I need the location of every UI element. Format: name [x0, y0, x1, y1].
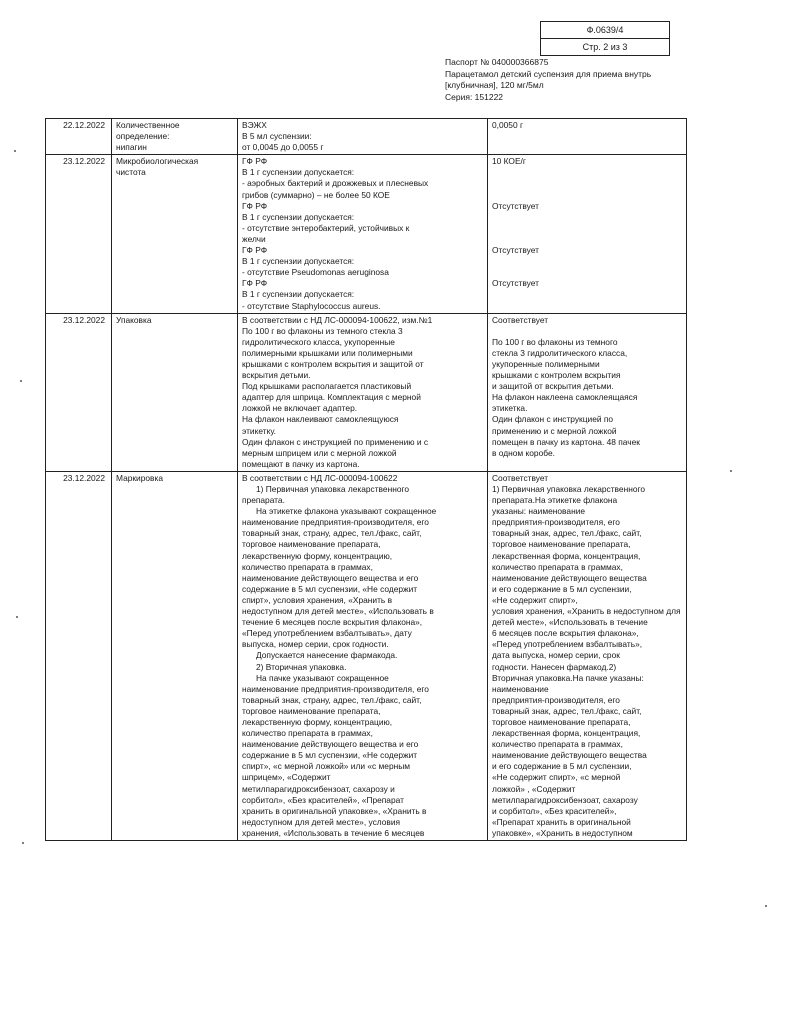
- scan-speck: [14, 150, 16, 152]
- cell-line: ГФ РФ: [242, 278, 268, 289]
- cell-line: наименование действующего вещества: [492, 572, 647, 583]
- cell-line: - отсутствие Pseudomonas aeruginosa: [242, 267, 389, 278]
- cell-line: 6 месяцев после вскрытия флакона»,: [492, 628, 639, 639]
- cell-line: «Препарат хранить в оригинальной: [492, 816, 631, 827]
- cell-line: Отсутствует: [492, 200, 539, 211]
- scan-speck: [16, 616, 18, 618]
- cell-line: На этикетке флакона указывают сокращенное: [256, 506, 437, 517]
- cell-line: ГФ РФ: [242, 200, 268, 211]
- cell-line: ВЭЖХ: [242, 120, 267, 130]
- cell-line: Отсутствует: [492, 245, 539, 256]
- cell-line: «Не содержит спирт», «с мерной: [492, 772, 621, 783]
- cell-line: «Не содержит спирт»,: [492, 594, 578, 605]
- cell-line: На флакон наклеена самоклеящаяся: [492, 392, 638, 403]
- row-date: 23.12.2022: [46, 155, 112, 313]
- cell-line: 10 КОЕ/г: [492, 156, 526, 167]
- cell-line: и защитой от вскрытия детьми.: [492, 381, 614, 392]
- cell-line: наименование предприятия-производителя, его: [242, 517, 429, 528]
- cell-line: стекла 3 гидролитического класса,: [492, 347, 628, 358]
- cell-line: «Перед употреблением взбалтывать»,: [492, 639, 643, 650]
- cell-line: 1) Первичная упаковка лекарственного: [256, 484, 410, 494]
- cell-line: препарата.: [242, 495, 285, 506]
- cell-line: В 1 г суспензии допускается:: [242, 256, 355, 267]
- cell-line: «Перед употреблением взбалтывать», дату: [242, 628, 412, 639]
- cell-line: лекарственную форму, концентрацию,: [242, 716, 393, 727]
- cell-line: нипагин: [116, 142, 147, 153]
- cell-line: По 100 г во флаконы из темного: [492, 336, 618, 347]
- row-date: 23.12.2022: [46, 471, 112, 840]
- cell-line: Один флакон с инструкцией по: [492, 414, 614, 425]
- cell-line: хранения, «Использовать в течение 6 месяцев: [242, 827, 425, 838]
- cell-line: В соответствии с НД ЛС-000094-100622, изм.№1: [242, 314, 433, 325]
- cell-line: 2) Вторичная упаковка.: [256, 661, 347, 672]
- cell-line: Один флакон с инструкцией по применению и с: [242, 436, 429, 447]
- cell-line: Соответствует: [492, 314, 549, 325]
- scan-speck: [765, 905, 767, 907]
- cell-line: количество препарата в граммах,: [492, 739, 623, 750]
- cell-line: детей месте», «Использовать в течение: [492, 617, 648, 628]
- cell-line: товарный знак, страну, адрес, тел./факс, сайт,: [242, 694, 422, 705]
- cell-line: от 0,0045 до 0,0055 г: [242, 142, 324, 153]
- cell-line: наименование действующего вещества и его: [242, 572, 419, 583]
- cell-line: - отсутствие энтеробактерий, устойчивых к: [242, 222, 410, 233]
- cell-line: Упаковка: [116, 314, 152, 325]
- cell-line: На пачке указывают сокращенное: [256, 672, 389, 683]
- page-number: Стр. 2 из 3: [541, 38, 669, 55]
- row-result: [488, 471, 687, 840]
- cell-line: условия хранения, «Хранить в недоступном для: [492, 606, 681, 617]
- cell-line: Соответствует: [492, 472, 549, 483]
- cell-line: количество препарата в граммах,: [492, 561, 623, 572]
- cell-line: Допускается нанесение фармакода.: [256, 650, 398, 661]
- cell-line: В 1 г суспензии допускается:: [242, 167, 355, 178]
- cell-line: и сорбитол», «Без красителей»,: [492, 805, 617, 816]
- cell-line: помещают в пачку из картона.: [242, 458, 360, 469]
- cell-line: годности. Нанесен фармакод.2): [492, 661, 617, 672]
- cell-line: - аэробных бактерий и дрожжевых и плесневых: [242, 178, 429, 189]
- cell-line: торговое наименование препарата,: [242, 705, 381, 716]
- cell-line: ложкой не включает адаптер.: [242, 403, 358, 414]
- cell-line: укупоренные полимерными: [492, 358, 600, 369]
- row-result: [488, 313, 687, 471]
- quality-table: [45, 118, 687, 841]
- product-dosage: [клубничная], 120 мг/5мл: [445, 80, 544, 90]
- cell-line: Вторичная упаковка.На пачке указаны:: [492, 672, 644, 683]
- cell-line: В 1 г суспензии допускается:: [242, 211, 355, 222]
- cell-line: чистота: [116, 167, 146, 178]
- cell-line: помещен в пачку из картона. 48 пачек: [492, 436, 640, 447]
- cell-line: 0,0050 г: [492, 120, 523, 130]
- cell-line: количество препарата в граммах,: [242, 561, 373, 572]
- row-parameter: [112, 313, 238, 471]
- cell-line: мерным шприцем или с мерной ложкой: [242, 447, 397, 458]
- cell-line: сорбитол», «Без красителей», «Препарат: [242, 794, 404, 805]
- batch-series: Серия: 151222: [445, 91, 504, 102]
- cell-line: товарный знак, адрес, тел./факс, сайт,: [492, 705, 642, 716]
- cell-line: На флакон наклеивают самоклеящуюся: [242, 414, 399, 425]
- cell-line: В соответствии с НД ЛС-000094-100622: [242, 472, 398, 483]
- row-requirement: [238, 471, 488, 840]
- cell-line: недоступном для детей месте», «Использовать в: [242, 606, 434, 617]
- row-requirement: [238, 313, 488, 471]
- cell-line: полимерными крышками или полимерными: [242, 347, 413, 358]
- passport-number: Паспорт № 040000366875: [445, 57, 549, 67]
- cell-line: в одном коробе.: [492, 447, 555, 458]
- cell-line: Маркировка: [116, 472, 163, 483]
- cell-line: спирт», «с мерной ложкой» или «с мерным: [242, 761, 410, 772]
- cell-line: содержание в 5 мл суспензии, «Не содержит: [242, 583, 418, 594]
- cell-line: Количественное: [116, 120, 180, 130]
- cell-line: наименование действующего вещества и его: [242, 739, 419, 750]
- passport-info: [445, 57, 651, 103]
- row-result: [488, 119, 687, 155]
- cell-line: товарный знак, страну, адрес, тел./факс, сайт,: [242, 528, 422, 539]
- cell-line: упаковке», «Хранить в недоступном: [492, 827, 633, 838]
- cell-line: и его содержание в 5 мл суспензии,: [492, 761, 632, 772]
- cell-line: торговое наименование препарата,: [242, 539, 381, 550]
- cell-line: спирт», условия хранения, «Хранить в: [242, 594, 393, 605]
- scan-speck: [20, 380, 22, 382]
- cell-line: препарата.На этикетке флакона: [492, 495, 618, 506]
- cell-line: наименование: [492, 683, 549, 694]
- cell-line: Отсутствует: [492, 278, 539, 289]
- cell-line: Под крышками располагается пластиковый: [242, 381, 412, 392]
- cell-line: применению и с мерной ложкой: [492, 425, 617, 436]
- cell-line: этикетку.: [242, 425, 277, 436]
- cell-line: метилпарагидроксибензоат, сахарозу и: [242, 783, 395, 794]
- cell-line: выпуска, номер серии, срок годности.: [242, 639, 389, 650]
- cell-line: содержание в 5 мл суспензии, «Не содержит: [242, 750, 418, 761]
- form-code-box: [540, 21, 670, 56]
- cell-line: лекарственную форму, концентрацию,: [242, 550, 393, 561]
- cell-line: желчи: [242, 233, 266, 244]
- cell-line: метилпарагидроксибензоат, сахарозу: [492, 794, 638, 805]
- cell-line: хранить в оригинальной упаковке», «Хранить в: [242, 805, 427, 816]
- table-row: [46, 471, 687, 840]
- cell-line: определение:: [116, 131, 170, 142]
- cell-line: ГФ РФ: [242, 245, 268, 256]
- cell-line: адаптер для шприца. Комплектация с мерной: [242, 392, 421, 403]
- table-row: [46, 155, 687, 313]
- form-code: Ф.0639/4: [586, 25, 624, 35]
- cell-line: наименование предприятия-производителя, его: [242, 683, 429, 694]
- cell-line: крышками с контролем вскрытия: [492, 370, 621, 381]
- cell-line: торговое наименование препарата,: [492, 716, 631, 727]
- cell-line: указаны: наименование: [492, 506, 586, 517]
- cell-line: торговое наименование препарата,: [492, 539, 631, 550]
- cell-line: - отсутствие Staphylococcus aureus.: [242, 300, 381, 311]
- row-date: 23.12.2022: [46, 313, 112, 471]
- cell-line: недоступном для детей месте», условия: [242, 816, 401, 827]
- cell-line: грибов (суммарно) – не более 50 КОЕ: [242, 189, 390, 200]
- row-date: 22.12.2022: [46, 119, 112, 155]
- cell-line: и его содержание в 5 мл суспензии,: [492, 583, 632, 594]
- cell-line: шприцем», «Содержит: [242, 772, 331, 783]
- row-requirement: [238, 155, 488, 313]
- cell-line: течение 6 месяцев после вскрытия флакона»,: [242, 617, 423, 628]
- cell-line: товарный знак, адрес, тел./факс, сайт,: [492, 528, 642, 539]
- cell-line: дата выпуска, номер серии, срок: [492, 650, 620, 661]
- cell-line: По 100 г во флаконы из темного стекла 3: [242, 325, 403, 336]
- cell-line: предприятия-производителя, его: [492, 694, 620, 705]
- cell-line: крышками с контролем вскрытия и защитой от: [242, 358, 424, 369]
- cell-line: гидролитического класса, укупоренные: [242, 336, 395, 347]
- cell-line: предприятия-производителя, его: [492, 517, 620, 528]
- cell-line: вскрытия детьми.: [242, 370, 311, 381]
- scan-speck: [22, 842, 24, 844]
- cell-line: В 5 мл суспензии:: [242, 131, 312, 142]
- cell-line: лекарственная форма, концентрация,: [492, 550, 641, 561]
- row-requirement: [238, 119, 488, 155]
- cell-line: Микробиологическая: [116, 156, 199, 167]
- cell-line: ГФ РФ: [242, 156, 268, 167]
- row-parameter: [112, 119, 238, 155]
- cell-line: этикетка.: [492, 403, 528, 414]
- table-row: [46, 313, 687, 471]
- cell-line: 1) Первичная упаковка лекарственного: [492, 484, 646, 494]
- cell-line: количество препарата в граммах,: [242, 728, 373, 739]
- row-parameter: [112, 471, 238, 840]
- cell-line: наименование действующего вещества: [492, 750, 647, 761]
- table-row: [46, 119, 687, 155]
- scan-speck: [730, 470, 732, 472]
- cell-line: В 1 г суспензии допускается:: [242, 289, 355, 300]
- row-result: [488, 155, 687, 313]
- row-parameter: [112, 155, 238, 313]
- product-name: Парацетамол детский суспензия для приема внутрь: [445, 68, 652, 79]
- cell-line: ложкой» , «Содержит: [492, 783, 576, 794]
- cell-line: лекарственная форма, концентрация,: [492, 728, 641, 739]
